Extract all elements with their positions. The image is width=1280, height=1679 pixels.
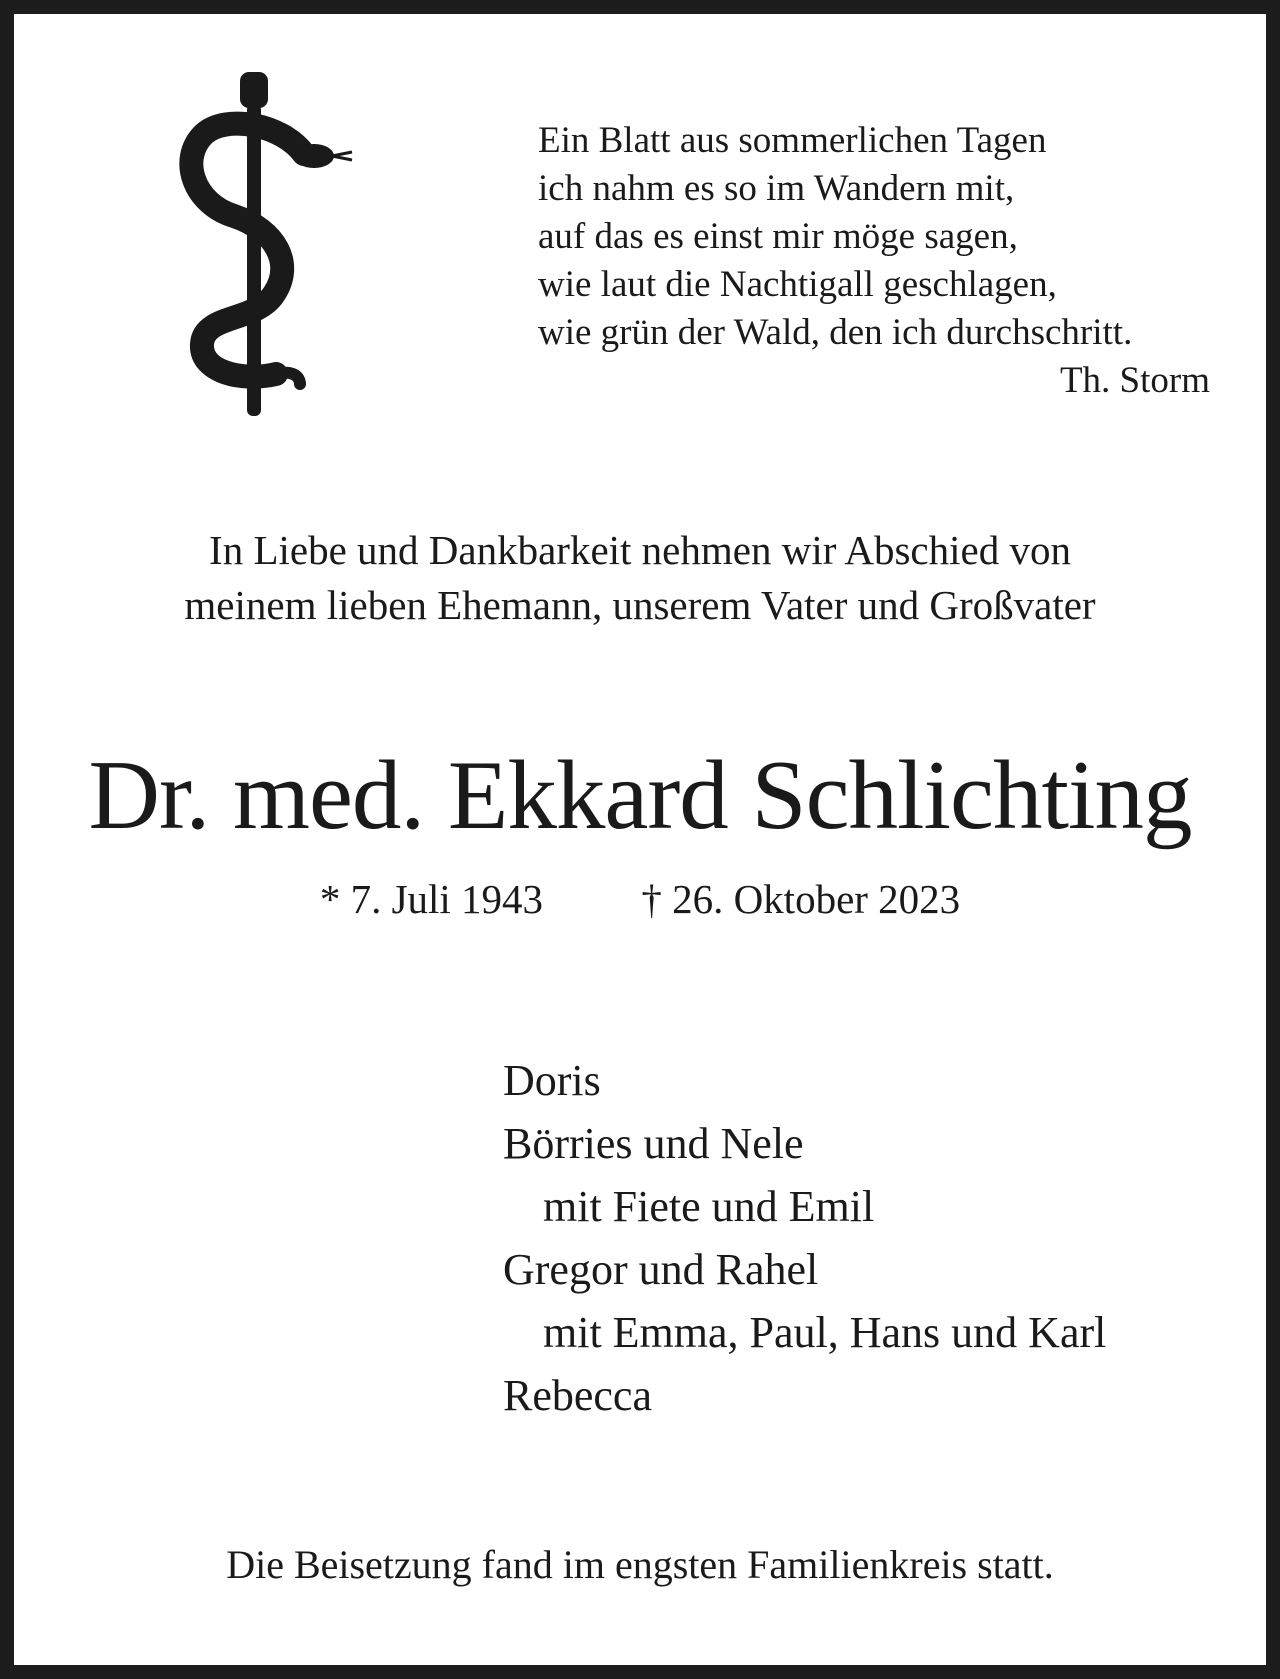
poem-line: wie grün der Wald, den ich durchschritt. [538,312,1133,353]
rod-of-asclepius-icon [164,64,364,424]
family-list [503,1049,1106,1427]
life-dates [14,874,1266,924]
family-member: mit Emma, Paul, Hans und Karl [543,1308,1107,1357]
family-member: Gregor und Rahel [503,1245,819,1294]
poem-author: Th. Storm [1059,360,1210,401]
intro-text [34,523,1246,633]
death-date: † 26. Oktober 2023 [641,876,961,922]
birth-date: * 7. Juli 1943 [319,876,544,922]
poem [538,117,1210,405]
intro-line: meinem lieben Ehemann, unserem Vater und Großvater [184,582,1096,628]
family-member: Börries und Nele [503,1119,804,1168]
poem-line: auf das es einst mir möge sagen, [538,216,1018,257]
poem-line: Ein Blatt aus sommerlichen Tagen [538,120,1047,161]
deceased-name: Dr. med. Ekkard Schlichting [88,741,1192,850]
poem-line: wie laut die Nachtigall geschlagen, [538,264,1057,305]
family-member: Rebecca [503,1371,652,1420]
burial-note: Die Beisetzung fand im engsten Familienkreis statt. [226,1542,1054,1587]
intro-line: In Liebe und Dankbarkeit nehmen wir Abschied von [209,527,1071,573]
poem-line: ich nahm es so im Wandern mit, [538,168,1015,209]
family-member: mit Fiete und Emil [543,1182,875,1231]
family-member: Doris [503,1056,601,1105]
